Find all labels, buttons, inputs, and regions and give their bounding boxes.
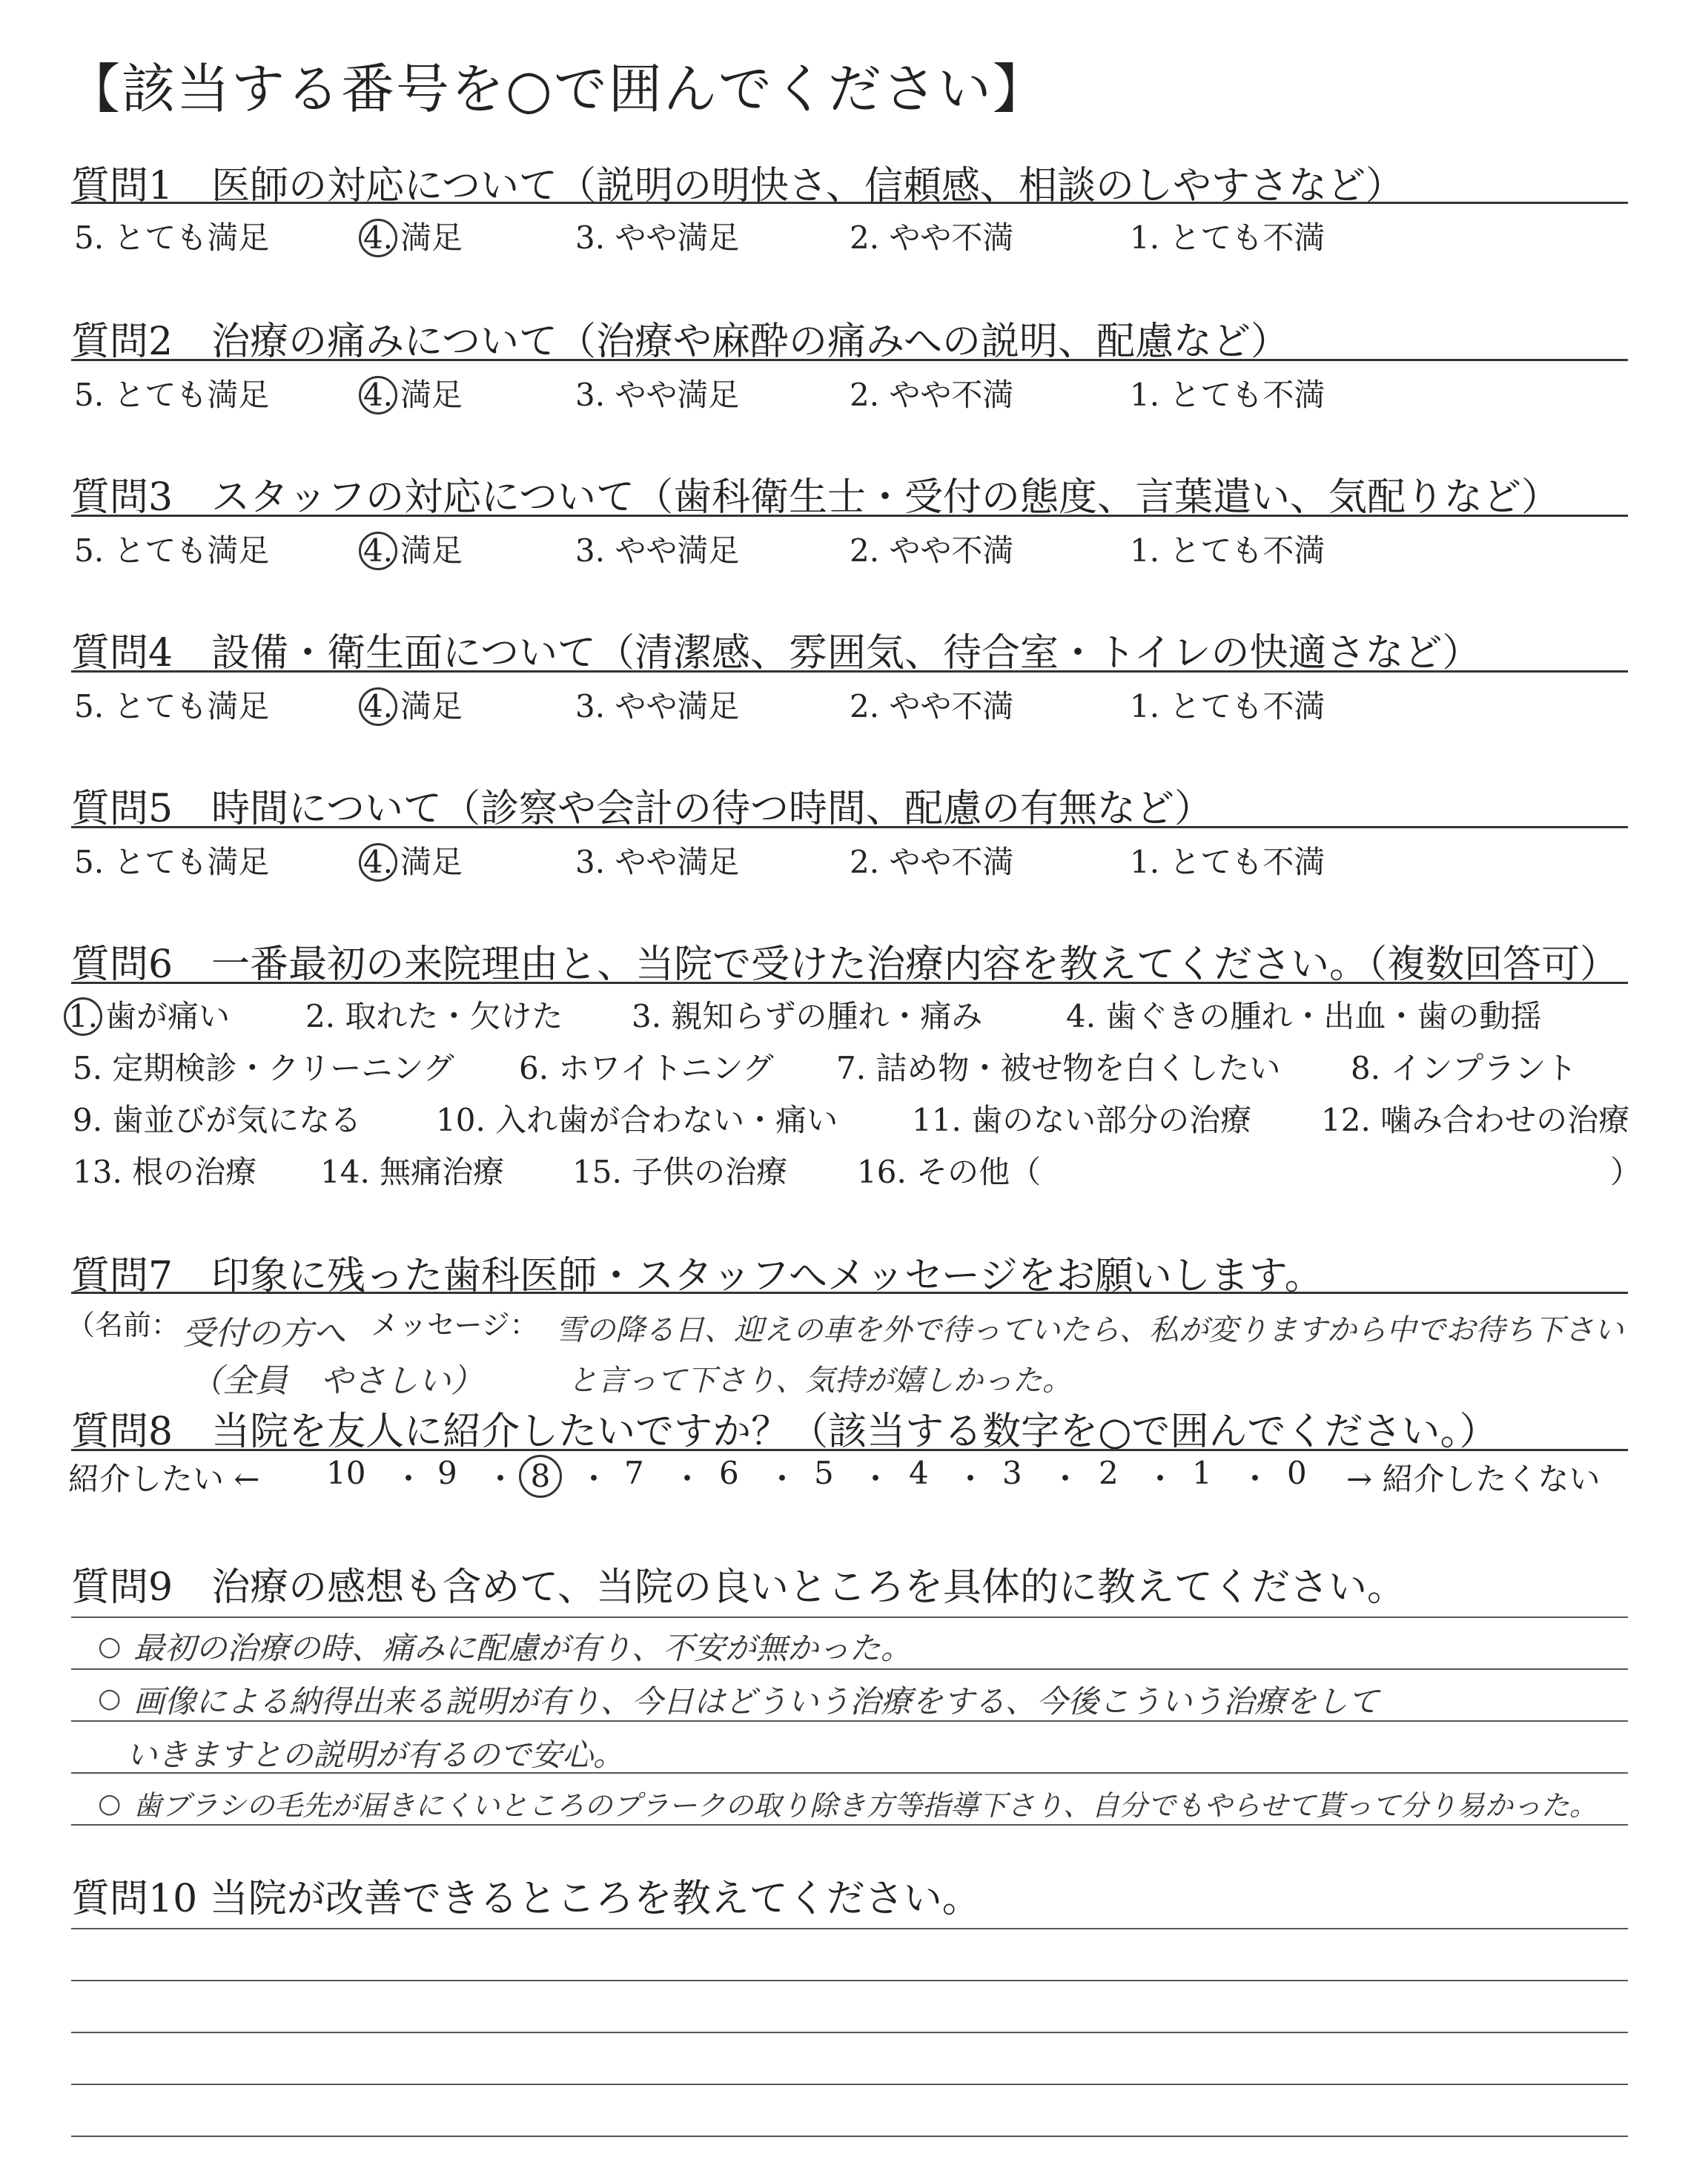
scale-sep: ・ bbox=[672, 1461, 704, 1497]
q6-option-root-canal[interactable]: 13. 根の治療 bbox=[73, 1154, 257, 1190]
selected-circle-mark: 4. bbox=[359, 843, 397, 882]
selected-circle-mark: 4. bbox=[359, 687, 397, 726]
option-very-satisfied[interactable]: 5. とても満足 bbox=[74, 844, 270, 880]
q10-line-1[interactable] bbox=[71, 1928, 1628, 1929]
q10-line-5[interactable] bbox=[71, 2136, 1628, 2137]
scale-sep: ・ bbox=[1145, 1461, 1176, 1497]
q6-option-wisdom-tooth[interactable]: 3. 親知らずの腫れ・痛み bbox=[632, 998, 983, 1034]
scale-sep: ・ bbox=[485, 1461, 517, 1497]
name-label: （名前： bbox=[67, 1309, 180, 1341]
scale-9[interactable]: 9 bbox=[437, 1455, 457, 1491]
q5-rule bbox=[71, 826, 1628, 828]
q2-title: 質問2 治療の痛みについて（治療や麻酔の痛みへの説明、配慮など） bbox=[71, 320, 1290, 364]
q9-answer-3: いきますとの説明が有るので安心。 bbox=[126, 1737, 625, 1773]
scale-2[interactable]: 2 bbox=[1099, 1455, 1119, 1491]
scale-sep: ・ bbox=[393, 1461, 425, 1497]
scale-right-label: → 紹介したくない bbox=[1346, 1461, 1601, 1497]
q7-rule bbox=[71, 1292, 1628, 1294]
q6-option-broken[interactable]: 2. 取れた・欠けた bbox=[305, 998, 563, 1034]
name-handwritten-2: （全員 やさしい） bbox=[190, 1362, 483, 1400]
scale-0[interactable]: 0 bbox=[1287, 1455, 1307, 1491]
scale-4[interactable]: 4 bbox=[909, 1455, 929, 1491]
q6-rule bbox=[71, 982, 1628, 984]
q3-title: 質問3 スタッフの対応について（歯科衛生士・受付の態度、言葉遣い、気配りなど） bbox=[71, 475, 1560, 520]
selected-circle-mark: 4. bbox=[359, 376, 397, 415]
scale-left-label: 紹介したい ← bbox=[68, 1461, 260, 1497]
scale-sep: ・ bbox=[860, 1461, 892, 1497]
q6-title: 質問6 一番最初の来院理由と、当院で受けた治療内容を教えてください。（複数回答可） bbox=[71, 942, 1619, 987]
option-very-dissatisfied[interactable]: 1. とても不満 bbox=[1130, 844, 1325, 880]
q9-line-5 bbox=[71, 1824, 1628, 1826]
option-very-satisfied[interactable]: 5. とても満足 bbox=[74, 219, 270, 256]
option-somewhat-satisfied[interactable]: 3. やや満足 bbox=[575, 844, 740, 880]
option-somewhat-satisfied[interactable]: 3. やや満足 bbox=[575, 532, 740, 569]
q9-bullet: ○ bbox=[98, 1683, 122, 1714]
q6-option-alignment[interactable]: 9. 歯並びが気になる bbox=[73, 1102, 362, 1138]
scale-3[interactable]: 3 bbox=[1002, 1455, 1022, 1491]
option-satisfied[interactable]: 4. 満足 bbox=[359, 682, 463, 727]
option-very-dissatisfied[interactable]: 1. とても不満 bbox=[1130, 532, 1325, 569]
q6-option-implant[interactable]: 8. インプラント bbox=[1351, 1050, 1578, 1086]
scale-6[interactable]: 6 bbox=[719, 1455, 739, 1491]
q6-option-painless[interactable]: 14. 無痛治療 bbox=[320, 1154, 505, 1190]
q6-option-toothache[interactable]: 1. 歯が痛い bbox=[64, 992, 230, 1037]
q5-title: 質問5 時間について（診察や会計の待つ時間、配慮の有無など） bbox=[71, 787, 1214, 831]
q9-bullet: ○ bbox=[98, 1789, 122, 1819]
selected-circle-mark: 4. bbox=[359, 219, 397, 257]
selected-circle-mark: 8 bbox=[519, 1455, 562, 1498]
q9-bullet: ○ bbox=[98, 1631, 122, 1662]
q9-answer-2: 画像による納得出来る説明が有り、今日はどういう治療をする、今後こういう治療をして bbox=[133, 1683, 1380, 1720]
q8-rule bbox=[71, 1449, 1628, 1451]
q9-title: 質問9 治療の感想も含めて、当院の良いところを具体的に教えてください。 bbox=[71, 1565, 1406, 1610]
option-somewhat-dissatisfied[interactable]: 2. やや不満 bbox=[850, 844, 1014, 880]
q1-title: 質問1 医師の対応について（説明の明快さ、信頼感、相談のしやすさなど） bbox=[71, 164, 1404, 208]
scale-sep: ・ bbox=[1050, 1461, 1082, 1497]
q6-option-checkup[interactable]: 5. 定期検診・クリーニング bbox=[73, 1050, 454, 1086]
option-somewhat-dissatisfied[interactable]: 2. やや不満 bbox=[850, 532, 1014, 569]
scale-sep: ・ bbox=[955, 1461, 987, 1497]
scale-7[interactable]: 7 bbox=[624, 1455, 644, 1491]
message-handwritten-1: 雪の降る日、迎えの車を外で待っていたら、私が変りますから中でお待ち下さい bbox=[556, 1313, 1623, 1347]
q6-option-children[interactable]: 15. 子供の治療 bbox=[572, 1154, 788, 1190]
q9-answer-1: 最初の治療の時、痛みに配慮が有り、不安が無かった。 bbox=[133, 1630, 913, 1666]
q6-option-whitening[interactable]: 6. ホワイトニング bbox=[519, 1050, 774, 1086]
scale-10[interactable]: 10 bbox=[326, 1455, 366, 1491]
q10-line-3[interactable] bbox=[71, 2032, 1628, 2033]
option-very-dissatisfied[interactable]: 1. とても不満 bbox=[1130, 688, 1325, 724]
option-somewhat-satisfied[interactable]: 3. やや満足 bbox=[575, 688, 740, 724]
option-somewhat-satisfied[interactable]: 3. やや満足 bbox=[575, 377, 740, 413]
option-satisfied[interactable]: 4. 満足 bbox=[359, 214, 463, 258]
q9-line-1 bbox=[71, 1616, 1628, 1618]
option-somewhat-dissatisfied[interactable]: 2. やや不満 bbox=[850, 219, 1014, 256]
scale-5[interactable]: 5 bbox=[814, 1455, 834, 1491]
q10-line-4[interactable] bbox=[71, 2084, 1628, 2085]
q1-rule bbox=[71, 202, 1628, 204]
q6-option-white-fillings[interactable]: 7. 詰め物・被せ物を白くしたい bbox=[836, 1050, 1281, 1086]
option-satisfied[interactable]: 4. 満足 bbox=[359, 371, 463, 415]
option-somewhat-satisfied[interactable]: 3. やや満足 bbox=[575, 219, 740, 256]
q10-line-2[interactable] bbox=[71, 1980, 1628, 1981]
q6-option-bite[interactable]: 12. 噛み合わせの治療 bbox=[1321, 1102, 1630, 1138]
option-somewhat-dissatisfied[interactable]: 2. やや不満 bbox=[850, 688, 1014, 724]
selected-circle-mark: 4. bbox=[359, 532, 397, 570]
option-very-satisfied[interactable]: 5. とても満足 bbox=[74, 532, 270, 569]
option-satisfied[interactable]: 4. 満足 bbox=[359, 526, 463, 571]
q3-rule bbox=[71, 515, 1628, 517]
scale-sep: ・ bbox=[578, 1461, 610, 1497]
scale-sep: ・ bbox=[1239, 1461, 1271, 1497]
option-very-satisfied[interactable]: 5. とても満足 bbox=[74, 377, 270, 413]
q4-rule bbox=[71, 670, 1628, 673]
q9-line-2 bbox=[71, 1668, 1628, 1670]
option-somewhat-dissatisfied[interactable]: 2. やや不満 bbox=[850, 377, 1014, 413]
name-handwritten-1: 受付の方へ bbox=[182, 1315, 345, 1353]
scale-sep: ・ bbox=[767, 1461, 798, 1497]
q6-option-missing-teeth[interactable]: 11. 歯のない部分の治療 bbox=[912, 1102, 1252, 1138]
q9-answer-4: 歯ブラシの毛先が届きにくいところのプラークの取り除き方等指導下さり、自分でもやらせて貰って分り易かった。 bbox=[133, 1789, 1598, 1822]
scale-8[interactable] bbox=[519, 1455, 565, 1498]
q6-other-close-paren: ） bbox=[1610, 1154, 1642, 1190]
option-very-satisfied[interactable]: 5. とても満足 bbox=[74, 688, 270, 724]
q2-rule bbox=[71, 359, 1628, 361]
q6-option-other[interactable]: 16. その他（ bbox=[857, 1154, 1042, 1190]
q7-title: 質問7 印象に残った歯科医師・スタッフへメッセージをお願いします。 bbox=[71, 1254, 1323, 1298]
option-satisfied[interactable]: 4. 満足 bbox=[359, 838, 463, 882]
option-very-dissatisfied[interactable]: 1. とても不満 bbox=[1130, 377, 1325, 413]
q6-option-gum[interactable]: 4. 歯ぐきの腫れ・出血・歯の動揺 bbox=[1066, 998, 1542, 1034]
page-title: 【該当する番号を○で囲んでください】 bbox=[67, 58, 1047, 120]
q8-title: 質問8 当院を友人に紹介したいですか？（該当する数字を○で囲んでください。） bbox=[71, 1410, 1498, 1454]
q6-option-dentures[interactable]: 10. 入れ歯が合わない・痛い bbox=[436, 1102, 838, 1138]
q4-title: 質問4 設備・衛生面について（清潔感、雰囲気、待合室・トイレの快適さなど） bbox=[71, 631, 1481, 676]
message-handwritten-2: と言って下さり、気持が嬉しかった。 bbox=[568, 1364, 1072, 1398]
scale-1[interactable]: 1 bbox=[1192, 1455, 1212, 1491]
option-very-dissatisfied[interactable]: 1. とても不満 bbox=[1130, 219, 1325, 256]
selected-circle-mark: 1. bbox=[64, 997, 102, 1036]
q10-title: 質問10 当院が改善できるところを教えてください。 bbox=[71, 1877, 981, 1921]
message-label: メッセージ： bbox=[371, 1309, 538, 1341]
